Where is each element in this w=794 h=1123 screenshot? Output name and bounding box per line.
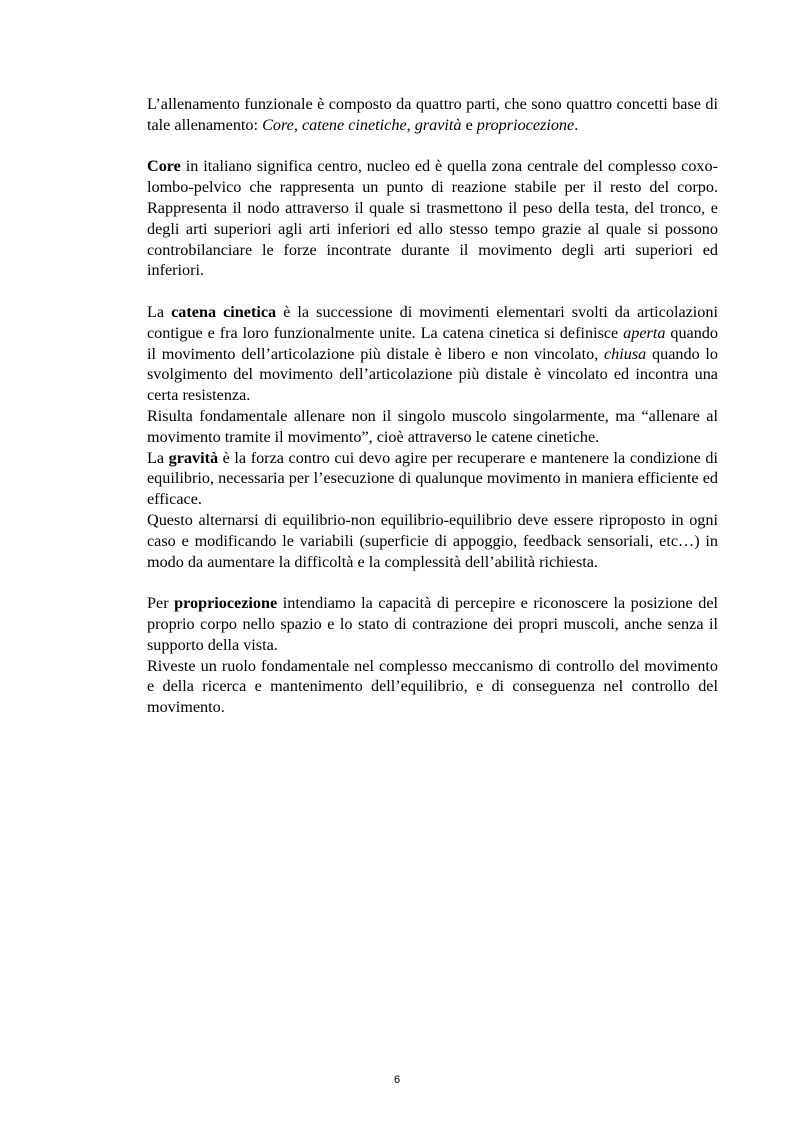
text-span: , bbox=[406, 115, 415, 134]
text-span: Per bbox=[147, 594, 175, 613]
propriocezione-paragraph bbox=[147, 593, 718, 655]
text-span: è la forza contro cui devo agire per recuperare e mantenere la condizione di equilibrio, necessaria per l’esecuzione di qualunque movimento in maniera efficiente ed efficace. bbox=[147, 448, 718, 509]
bold-term-propriocezione: propriocezione bbox=[174, 594, 278, 613]
catena-cinetica-paragraph bbox=[147, 302, 718, 406]
text-span: in italiano significa centro, nucleo ed è quella zona centrale del complesso coxo-lombo-pelvico che rappresenta un punto di reazione stabile per il resto del corpo. Rappresenta il nodo attraverso il quale si trasmettono il peso della testa, del tronco, e degli arti superiori agli arti inferiori ed allo stesso tempo grazie al quale si possono controbilanciare le forze incontrate durante il movimento degli arti superiori ed inferiori. bbox=[147, 157, 718, 280]
body-text bbox=[147, 94, 718, 718]
text-span: La bbox=[147, 448, 169, 467]
ruolo-paragraph: Riveste un ruolo fondamentale nel complesso meccanismo di controllo del movimento e della ricerca e mantenimento dell’equilibrio, e di conseguenza nel controllo del movimento. bbox=[147, 656, 718, 717]
term-aperta: aperta bbox=[623, 323, 666, 342]
text-span: e bbox=[461, 115, 477, 134]
text-span: è la successione di movimenti elementari svolti da articolazioni contigue e fra loro funzionalmente unite. La catena cinetica si definisce bbox=[147, 302, 718, 342]
text-span: La bbox=[147, 302, 172, 321]
bold-term-core: Core bbox=[147, 157, 181, 176]
text-span: quando lo svolgimento del movimento dell’articolazione più distale è vincolato ed incontra una certa resistenza. bbox=[147, 344, 718, 405]
term-chiusa: chiusa bbox=[604, 344, 647, 363]
term-catene-cinetiche: catene cinetiche bbox=[301, 115, 407, 134]
core-paragraph bbox=[147, 156, 718, 281]
allenare-paragraph: Risulta fondamentale allenare non il singolo muscolo singolarmente, ma “allenare al movimento tramite il movimento”, cioè attraverso le catene cinetiche. bbox=[147, 406, 718, 446]
page-number: 6 bbox=[393, 1074, 401, 1086]
term-core: Core bbox=[262, 115, 294, 134]
text-span: quando il movimento dell’articolazione più distale è libero e non vincolato, bbox=[147, 323, 718, 363]
bold-term-gravita: gravità bbox=[168, 448, 219, 467]
text-span: , bbox=[293, 115, 302, 134]
text-span: . bbox=[574, 115, 579, 134]
equilibrio-paragraph: Questo alternarsi di equilibrio-non equilibrio-equilibrio deve essere riproposto in ogni caso e modificando le variabili (superficie di appoggio, feedback sensoriali, etc…) in modo da aumentare la difficoltà e la complessità dell’abilità richiesta. bbox=[147, 510, 718, 571]
term-propriocezione: propriocezione bbox=[476, 115, 575, 134]
gravita-paragraph bbox=[147, 448, 718, 510]
text-span: intendiamo la capacità di percepire e riconoscere la posizione del proprio corpo nello spazio e lo stato di contrazione dei propri muscoli, anche senza il supporto della vista. bbox=[147, 594, 719, 654]
text-span: L’allenamento funzionale è composto da quattro parti, che sono quattro concetti base di tale allenamento: bbox=[147, 95, 718, 134]
bold-term-catena-cinetica: catena cinetica bbox=[171, 302, 277, 321]
term-gravita: gravità bbox=[414, 115, 462, 134]
intro-paragraph bbox=[147, 94, 718, 136]
